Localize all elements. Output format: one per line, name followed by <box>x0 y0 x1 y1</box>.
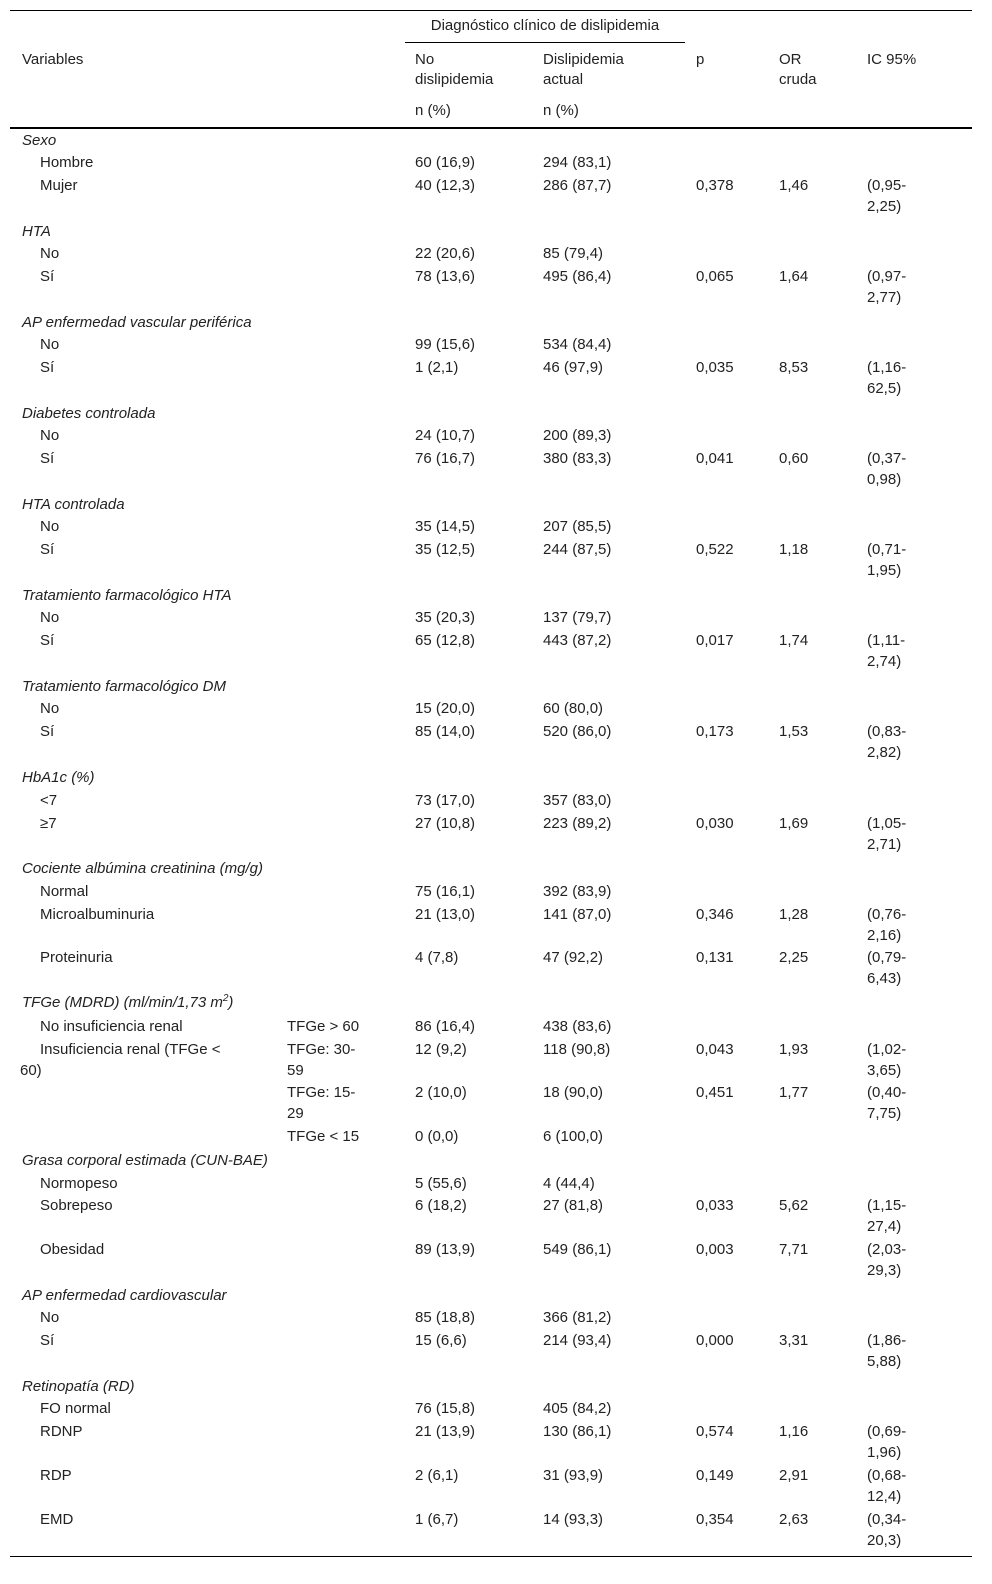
cell-p: 0,000 <box>696 1332 734 1349</box>
header-n2: n (%) <box>543 102 579 119</box>
cell-ic: (0,69- 1,96) <box>867 1423 907 1461</box>
row-label: Normopeso <box>40 1175 118 1192</box>
row-label: No <box>40 609 60 626</box>
cell-n1: 27 (10,8) <box>415 815 476 832</box>
cell-ic: (0,97- 2,77) <box>867 268 907 306</box>
row-label: Sí <box>40 723 55 740</box>
section-title: Cociente albúmina creatinina (mg/g) <box>22 860 263 877</box>
row-label: <7 <box>40 792 58 809</box>
cell-or: 1,64 <box>779 268 809 285</box>
row-label: Sobrepeso <box>40 1197 113 1214</box>
row-label: ≥7 <box>40 815 57 832</box>
section-title: HbA1c (%) <box>22 769 95 786</box>
cell-or: 5,62 <box>779 1197 809 1214</box>
cell-n1: 76 (16,7) <box>415 450 476 467</box>
section-title: Diabetes controlada <box>22 405 156 422</box>
row-label: RDP <box>40 1467 72 1484</box>
cell-ic: (0,40- 7,75) <box>867 1084 907 1122</box>
cell-n2: 214 (93,4) <box>543 1332 612 1349</box>
cell-or: 2,25 <box>779 949 809 966</box>
section-title: HTA <box>22 223 51 240</box>
cell-or: 2,91 <box>779 1467 809 1484</box>
cell-n1: 2 (10,0) <box>415 1084 467 1101</box>
cell-n1: 40 (12,3) <box>415 177 476 194</box>
cell-n2: 438 (83,6) <box>543 1018 612 1035</box>
cell-ic: (1,02- 3,65) <box>867 1041 907 1079</box>
row-label: Mujer <box>40 177 78 194</box>
cell-n1: 75 (16,1) <box>415 883 476 900</box>
cell-n1: 99 (15,6) <box>415 336 476 353</box>
row-label: No <box>40 518 60 535</box>
cell-p: 0,354 <box>696 1511 734 1528</box>
cell-n2: 380 (83,3) <box>543 450 612 467</box>
cell-p: 0,035 <box>696 359 734 376</box>
section-title: Sexo <box>22 132 57 149</box>
header-or: OR cruda <box>779 51 817 88</box>
cell-n1: 15 (20,0) <box>415 700 476 717</box>
cell-n1: 35 (12,5) <box>415 541 476 558</box>
cell-or: 8,53 <box>779 359 809 376</box>
section-title: HTA controlada <box>22 496 125 513</box>
row-label: Proteinuria <box>40 949 113 966</box>
cell-or: 1,93 <box>779 1041 809 1058</box>
cell-n1: 1 (6,7) <box>415 1511 459 1528</box>
cell-n2: 405 (84,2) <box>543 1400 612 1417</box>
cell-p: 0,378 <box>696 177 734 194</box>
cell-n2: 141 (87,0) <box>543 906 612 923</box>
cell-p: 0,574 <box>696 1423 734 1440</box>
cell-p: 0,173 <box>696 723 734 740</box>
section-title: AP enfermedad cardiovascular <box>22 1287 227 1304</box>
header-p: p <box>696 51 705 68</box>
cell-sublabel: TFGe > 60 <box>287 1018 360 1035</box>
cell-p: 0,346 <box>696 906 734 923</box>
cell-p: 0,033 <box>696 1197 734 1214</box>
cell-or: 2,63 <box>779 1511 809 1528</box>
cell-p: 0,030 <box>696 815 734 832</box>
header-ic: IC 95% <box>867 51 917 68</box>
row-label: FO normal <box>40 1400 111 1417</box>
cell-or: 1,74 <box>779 632 809 649</box>
cell-n1: 12 (9,2) <box>415 1041 467 1058</box>
cell-n2: 4 (44,4) <box>543 1175 595 1192</box>
row-label: Microalbuminuria <box>40 906 155 923</box>
cell-n1: 15 (6,6) <box>415 1332 467 1349</box>
cell-n1: 2 (6,1) <box>415 1467 459 1484</box>
cell-n1: 60 (16,9) <box>415 154 476 171</box>
row-label: Normal <box>40 883 89 900</box>
cell-ic: (0,83- 2,82) <box>867 723 907 761</box>
cell-p: 0,451 <box>696 1084 734 1101</box>
row-label: Sí <box>40 1332 55 1349</box>
cell-sublabel: TFGe: 15- 29 <box>287 1084 356 1122</box>
cell-n1: 85 (14,0) <box>415 723 476 740</box>
cell-or: 0,60 <box>779 450 809 467</box>
cell-n1: 76 (15,8) <box>415 1400 476 1417</box>
cell-n2: 520 (86,0) <box>543 723 612 740</box>
cell-n2: 443 (87,2) <box>543 632 612 649</box>
cell-n2: 286 (87,7) <box>543 177 612 194</box>
cell-n2: 27 (81,8) <box>543 1197 604 1214</box>
row-label: Obesidad <box>40 1241 105 1258</box>
cell-ic: (0,95- 2,25) <box>867 177 907 215</box>
row-label: Sí <box>40 541 55 558</box>
cell-n2: 6 (100,0) <box>543 1128 604 1145</box>
cell-n1: 5 (55,6) <box>415 1175 467 1192</box>
table-top-rule <box>10 10 972 11</box>
cell-p: 0,131 <box>696 949 734 966</box>
row-label: No <box>40 1309 60 1326</box>
cell-n2: 31 (93,9) <box>543 1467 604 1484</box>
row-label: No <box>40 700 60 717</box>
cell-n2: 392 (83,9) <box>543 883 612 900</box>
cell-p: 0,017 <box>696 632 734 649</box>
cell-ic: (1,15- 27,4) <box>867 1197 907 1235</box>
section-title: AP enfermedad vascular periférica <box>22 314 252 331</box>
cell-p: 0,065 <box>696 268 734 285</box>
cell-n1: 22 (20,6) <box>415 245 476 262</box>
cell-p: 0,043 <box>696 1041 734 1058</box>
cell-n2: 118 (90,8) <box>543 1041 611 1058</box>
cell-n1: 6 (18,2) <box>415 1197 467 1214</box>
cell-ic: (0,79- 6,43) <box>867 949 907 987</box>
cell-ic: (0,34- 20,3) <box>867 1511 907 1549</box>
cell-n2: 294 (83,1) <box>543 154 612 171</box>
cell-or: 1,53 <box>779 723 809 740</box>
cell-n2: 366 (81,2) <box>543 1309 612 1326</box>
cell-sublabel: TFGe < 15 <box>287 1128 360 1145</box>
cell-p: 0,041 <box>696 450 734 467</box>
cell-n1: 86 (16,4) <box>415 1018 476 1035</box>
cell-p: 0,149 <box>696 1467 734 1484</box>
row-label: Sí <box>40 359 55 376</box>
row-label: Sí <box>40 268 55 285</box>
cell-n2: 223 (89,2) <box>543 815 612 832</box>
cell-n2: 18 (90,0) <box>543 1084 604 1101</box>
row-label: Hombre <box>40 154 94 171</box>
header-rule <box>10 127 972 129</box>
cell-or: 3,31 <box>779 1332 809 1349</box>
table-bottom-rule <box>10 1556 972 1557</box>
cell-ic: (1,05- 2,71) <box>867 815 907 853</box>
cell-n2: 137 (79,7) <box>543 609 612 626</box>
cell-ic: (0,71- 1,95) <box>867 541 907 579</box>
cell-n1: 0 (0,0) <box>415 1128 459 1145</box>
cell-ic: (1,86- 5,88) <box>867 1332 907 1370</box>
cell-or: 7,71 <box>779 1241 809 1258</box>
cell-n1: 78 (13,6) <box>415 268 476 285</box>
cell-ic: (0,76- 2,16) <box>867 906 907 944</box>
row-label: Sí <box>40 450 55 467</box>
section-title: Tratamiento farmacológico HTA <box>22 587 232 604</box>
row-label-cont: 60) <box>20 1062 42 1079</box>
cell-ic: (0,37- 0,98) <box>867 450 907 488</box>
cell-ic: (1,16- 62,5) <box>867 359 907 397</box>
cell-n1: 24 (10,7) <box>415 427 476 444</box>
header-no-dislipidemia: No dislipidemia <box>415 51 494 88</box>
cell-n2: 200 (89,3) <box>543 427 612 444</box>
cell-n1: 4 (7,8) <box>415 949 459 966</box>
cell-n2: 14 (93,3) <box>543 1511 604 1528</box>
cell-n1: 73 (17,0) <box>415 792 476 809</box>
header-n1: n (%) <box>415 102 451 119</box>
group-header-rule <box>405 42 685 43</box>
cell-p: 0,003 <box>696 1241 734 1258</box>
cell-n1: 85 (18,8) <box>415 1309 476 1326</box>
header-dislipidemia-actual: Dislipidemia actual <box>543 51 624 88</box>
cell-n2: 47 (92,2) <box>543 949 604 966</box>
cell-n1: 1 (2,1) <box>415 359 459 376</box>
cell-n2: 130 (86,1) <box>543 1423 612 1440</box>
cell-n2: 207 (85,5) <box>543 518 612 535</box>
section-title: Retinopatía (RD) <box>22 1378 135 1395</box>
cell-n2: 495 (86,4) <box>543 268 612 285</box>
cell-n2: 46 (97,9) <box>543 359 604 376</box>
cell-or: 1,46 <box>779 177 809 194</box>
row-label: Sí <box>40 632 55 649</box>
row-label: Insuficiencia renal (TFGe < <box>40 1041 221 1058</box>
row-label: No <box>40 336 60 353</box>
cell-p: 0,522 <box>696 541 734 558</box>
row-label: No <box>40 245 60 262</box>
row-label: RDNP <box>40 1423 83 1440</box>
group-header: Diagnóstico clínico de dislipidemia <box>430 17 660 34</box>
cell-n2: 357 (83,0) <box>543 792 612 809</box>
cell-or: 1,16 <box>779 1423 809 1440</box>
cell-or: 1,77 <box>779 1084 809 1101</box>
cell-n1: 35 (14,5) <box>415 518 476 535</box>
cell-sublabel: TFGe: 30- 59 <box>287 1041 356 1079</box>
cell-n1: 35 (20,3) <box>415 609 476 626</box>
section-title: TFGe (MDRD) (ml/min/1,73 $m^2$) <box>22 993 234 1011</box>
cell-n1: 65 (12,8) <box>415 632 476 649</box>
cell-n1: 21 (13,9) <box>415 1423 476 1440</box>
cell-n2: 534 (84,4) <box>543 336 612 353</box>
cell-n2: 85 (79,4) <box>543 245 604 262</box>
row-label: EMD <box>40 1511 74 1528</box>
cell-or: 1,69 <box>779 815 809 832</box>
cell-n1: 89 (13,9) <box>415 1241 476 1258</box>
section-title: Tratamiento farmacológico DM <box>22 678 226 695</box>
cell-n2: 60 (80,0) <box>543 700 604 717</box>
cell-or: 1,18 <box>779 541 809 558</box>
cell-ic: (1,11- 2,74) <box>867 632 906 670</box>
cell-ic: (2,03- 29,3) <box>867 1241 907 1279</box>
row-label: No <box>40 427 60 444</box>
section-title: Grasa corporal estimada (CUN-BAE) <box>22 1152 268 1169</box>
cell-n2: 244 (87,5) <box>543 541 612 558</box>
header-variables: Variables <box>22 51 84 68</box>
cell-n1: 21 (13,0) <box>415 906 476 923</box>
cell-or: 1,28 <box>779 906 809 923</box>
cell-ic: (0,68- 12,4) <box>867 1467 907 1505</box>
row-label: No insuficiencia renal <box>40 1018 183 1035</box>
cell-n2: 549 (86,1) <box>543 1241 612 1258</box>
